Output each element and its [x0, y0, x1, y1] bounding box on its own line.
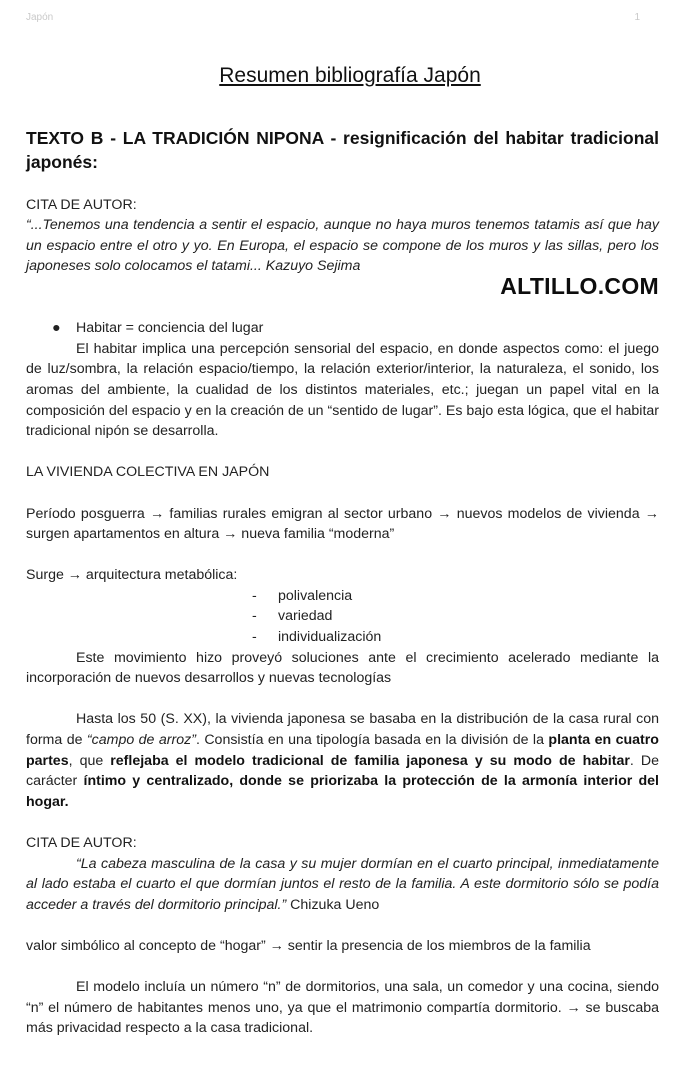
quote-author: Chizuka Ueno — [290, 896, 380, 913]
bold-run: reflejaba el modelo tradicional de familia japonesa y su modo de habitar — [110, 752, 630, 769]
paragraph-valor: valor simbólico al concepto de “hogar” → sentir la presencia de los miembros de la familia — [26, 937, 591, 954]
quote-text: “...Tenemos una tendencia a sentir el espacio, aunque no haya muros tenemos tatamis así que hay un espacio entre el otro y yo. En Europa, el espacio se compone de los muros y las sillas, pero los japoneses solo colocamos el tatami... — [26, 217, 659, 275]
dash-item — [26, 627, 659, 648]
section-heading-vivienda: LA VIVIENDA COLECTIVA EN JAPÓN — [26, 464, 270, 481]
dash-item — [26, 606, 659, 627]
quote-text: “La cabeza masculina de la casa y su mujer dormían en el cuarto principal, inmediatamente al lado estaba el cuarto el que dormían juntos el resto de la familia. A este dormitorio sólo se podía acceder a través del dormitorio principal.” — [26, 855, 659, 913]
bullet-text: Habitar = conciencia del lugar — [76, 320, 264, 337]
paragraph-periodo: Período posguerra → familias rurales emigran al sector urbano → nuevos modelos de vivienda → surgen apartamentos en altura → nueva familia “moderna” — [26, 505, 659, 543]
bullet-item — [26, 318, 659, 339]
dash-marker: - — [252, 629, 257, 646]
bullet-dot-icon: ● — [52, 320, 61, 337]
quote-author: Kazuyo Sejima — [265, 258, 361, 275]
dash-item-text: variedad — [278, 608, 333, 625]
paragraph-modelo: El modelo incluía un número “n” de dormitorios, una sala, un comedor y una cocina, siendo “n” el número de habitantes menos uno, ya que el matrimonio compartía dormitorio. → se buscaba más privacidad respecto a la casa tradicional. — [26, 979, 659, 1037]
document-title: Resumen bibliografía Japón — [219, 64, 481, 87]
dash-marker: - — [252, 608, 257, 625]
watermark-logo: ALTILLO.COM — [500, 273, 659, 299]
document-body — [26, 126, 659, 1039]
dash-item-text: polivalencia — [278, 587, 353, 604]
paragraph-surge: Surge → arquitectura metabólica: — [26, 567, 238, 584]
dash-item — [26, 586, 659, 607]
text-run: . Consistía en una tipología basada en la división de la — [195, 732, 549, 749]
bold-run: íntimo y centralizado, donde se priorizaba la protección de la armonía interior del hogar. — [26, 773, 659, 810]
section-heading-texto-b: TEXTO B - LA TRADICIÓN NIPONA - resignificación del habitar tradicional japonés: — [26, 128, 659, 172]
cita-quote — [26, 854, 659, 916]
italic-run: “campo de arroz” — [86, 732, 196, 749]
cita-quote — [26, 215, 659, 277]
page-number: 1 — [634, 12, 640, 23]
bold-run: planta en cuatro partes — [26, 732, 659, 769]
text-run: . De carácter — [26, 752, 659, 790]
cita-label: CITA DE AUTOR: — [26, 835, 137, 851]
dash-marker: - — [252, 587, 257, 604]
cita-label: CITA DE AUTOR: — [26, 196, 137, 213]
paragraph-movimiento: Este movimiento hizo proveyó soluciones ante el crecimiento acelerado mediante la incorporación de nuevos desarrollos y nuevas tecnologías — [26, 649, 659, 687]
paragraph-habitar: El habitar implica una percepción sensorial del espacio, en donde aspectos como: el juego de luz/sombra, la relación espacio/tiempo, la relación exterior/interior, la naturaleza, el sonido, los aromas del ambiente, la cualidad de los distintos materiales, etc.; juegan un papel vital en la composición del espacio y en la creación de un “sentido de lugar”. Es bajo esta lógica, que el habitar tradicional nipón se desarrolla. — [26, 340, 659, 440]
paragraph-hasta-los-50 — [26, 709, 659, 812]
text-run: Hasta los 50 (S. XX), la vivienda japonesa se basaba en la distribución de la casa rural con forma de — [26, 711, 659, 749]
text-run: , que — [68, 752, 111, 769]
dash-item-text: individualización — [278, 629, 382, 646]
page-header-label: Japón — [26, 12, 54, 23]
